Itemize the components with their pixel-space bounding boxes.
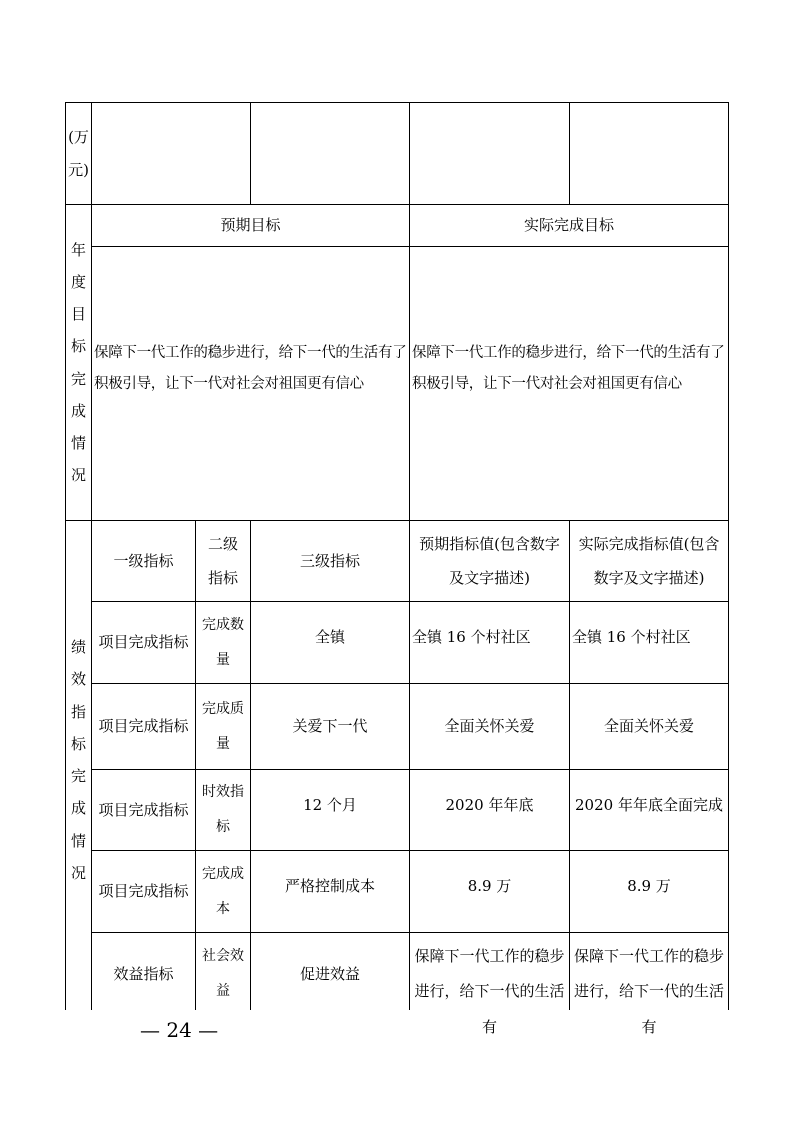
header-level1: 一级指标 bbox=[113, 551, 174, 570]
table-row-level2: 完成数量 bbox=[202, 616, 244, 668]
table-row-level1: 项目完成指标 bbox=[98, 717, 189, 735]
table-row-expected: 全面关怀关爱 bbox=[444, 717, 535, 735]
table-row-level2: 社会效益 bbox=[202, 948, 244, 999]
table-row-actual: 2020 年年底全面完成 bbox=[575, 795, 723, 814]
table-row-expected: 2020 年年底 bbox=[445, 795, 534, 814]
actual-goal-text: 保障下一代工作的稳步进行，给下一代的生活有了积极引导，让下一代对社会对祖国更有信心 bbox=[412, 345, 725, 392]
table-row-level3: 促进效益 bbox=[299, 965, 360, 983]
page-number: — 24 — bbox=[140, 1018, 219, 1042]
table-border-top bbox=[65, 102, 729, 103]
budget-unit-label: (万元) bbox=[68, 127, 89, 179]
table-row-level1: 项目完成指标 bbox=[98, 800, 189, 819]
table-row-level3: 全镇 bbox=[314, 628, 345, 646]
table-row-level3: 严格控制成本 bbox=[284, 877, 375, 895]
table-row-level1: 项目完成指标 bbox=[98, 882, 189, 900]
table-row-level1: 效益指标 bbox=[113, 965, 174, 983]
header-actual: 实际完成指标值(包含数字及文字描述) bbox=[578, 534, 720, 587]
expected-goal-text: 保障下一代工作的稳步进行，给下一代的生活有了积极引导，让下一代对社会对祖国更有信心 bbox=[94, 345, 407, 392]
table-row-actual: 8.9 万 bbox=[627, 877, 671, 895]
table-row-expected: 全镇 16 个村社区 bbox=[412, 628, 531, 646]
table-row-expected: 8.9 万 bbox=[467, 877, 512, 895]
table-row-actual: 全面关怀关爱 bbox=[603, 717, 694, 735]
table-border-right bbox=[728, 102, 729, 1010]
annual-goals-row-label: 年度目标完成情况 bbox=[71, 240, 87, 485]
performance-row-label: 绩效指标完成情况 bbox=[71, 638, 87, 882]
table-row-level1: 项目完成指标 bbox=[98, 633, 189, 651]
header-level3: 三级指标 bbox=[299, 551, 360, 570]
table-rule bbox=[569, 102, 570, 204]
table-row-level3: 关爱下一代 bbox=[292, 717, 368, 735]
table-rule bbox=[250, 102, 251, 204]
actual-goal-header: 实际完成目标 bbox=[523, 216, 614, 234]
table-row-actual: 全镇 16 个村社区 bbox=[572, 628, 691, 646]
table-row-actual: 保障下一代工作的稳步进行，给下一代的生活有 bbox=[573, 947, 724, 1036]
header-expected: 预期指标值(包含数字及文字描述) bbox=[419, 534, 560, 587]
table-row-level2: 完成质量 bbox=[202, 700, 244, 752]
expected-goal-header: 预期目标 bbox=[220, 216, 281, 234]
table-row-level3: 12 个月 bbox=[303, 795, 357, 814]
table-row-level2: 时效指标 bbox=[202, 784, 244, 835]
header-level2: 二级指标 bbox=[207, 534, 238, 587]
table-row-level2: 完成成本 bbox=[202, 865, 244, 917]
table-row-expected: 保障下一代工作的稳步进行，给下一代的生活有 bbox=[414, 947, 565, 1036]
